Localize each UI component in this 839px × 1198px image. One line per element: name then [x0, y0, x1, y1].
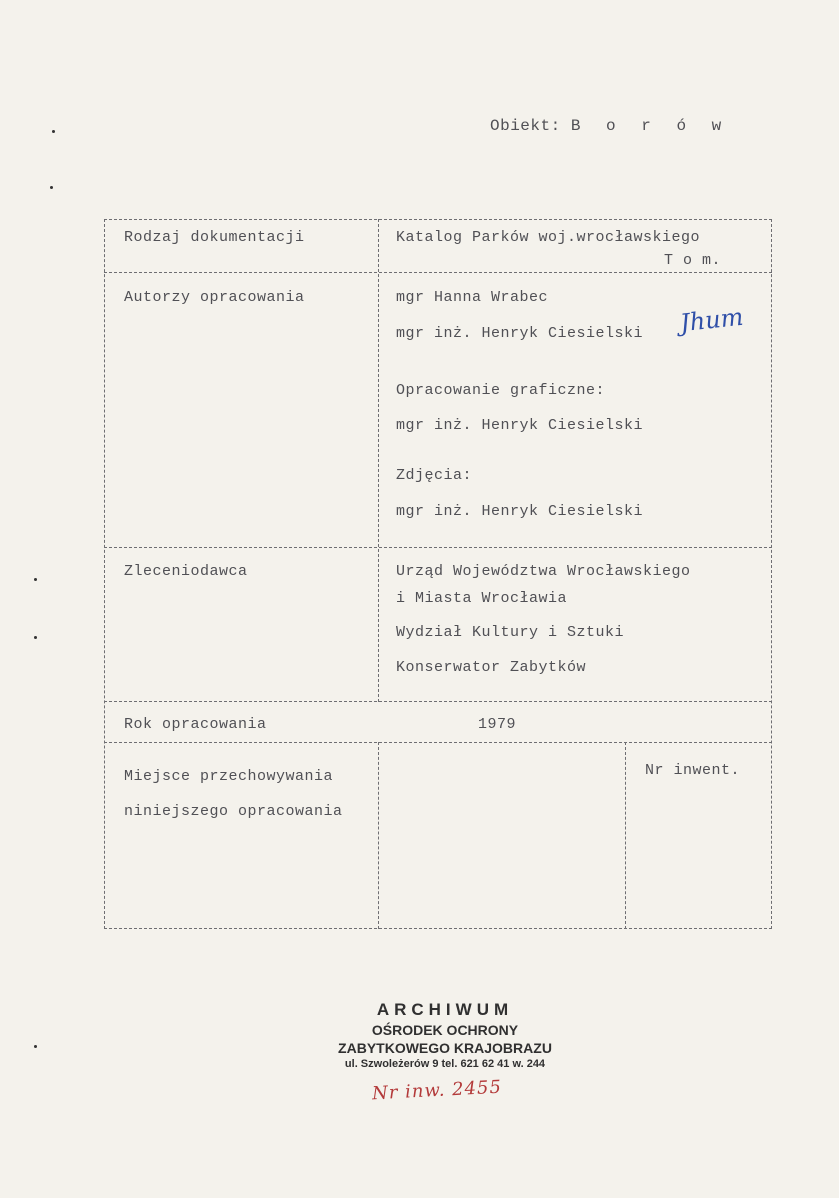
- archive-stamp: [300, 1000, 590, 1070]
- storage-label-line-1: Miejsce przechowywania: [124, 768, 334, 785]
- client-line-3: Wydział Kultury i Sztuki: [396, 624, 625, 641]
- photos-label: Zdjęcia:: [396, 467, 473, 484]
- object-label: Obiekt:: [490, 117, 561, 135]
- paper-speck: [34, 1045, 37, 1048]
- table-column-divider: [378, 219, 379, 702]
- volume-label: T o m.: [664, 252, 722, 269]
- paper-speck: [52, 130, 55, 133]
- object-name: B o r ó w: [570, 117, 730, 135]
- object-heading: [490, 117, 729, 135]
- paper-speck: [50, 186, 53, 189]
- table-divider: [104, 272, 772, 273]
- inventory-number-label: Nr inwent.: [645, 762, 741, 779]
- stamp-line-3: ZABYTKOWEGO KRAJOBRAZU: [338, 1040, 552, 1056]
- handwritten-signature: Jhum: [678, 302, 745, 338]
- photos-author: mgr inż. Henryk Ciesielski: [396, 503, 644, 520]
- paper-speck: [34, 636, 37, 639]
- table-border-bottom: [104, 928, 772, 929]
- stamp-line-1: ARCHIWUM: [376, 1000, 514, 1019]
- stamp-line-2: OŚRODEK OCHRONY: [371, 1022, 519, 1038]
- table-border-left: [104, 219, 105, 929]
- client-line-2: i Miasta Wrocławia: [396, 590, 568, 607]
- table-inventory-divider: [625, 742, 626, 929]
- table-column-divider: [378, 742, 379, 929]
- paper-speck: [34, 578, 37, 581]
- authors-label: Autorzy opracowania: [124, 289, 305, 306]
- table-border-top: [104, 219, 772, 220]
- graphics-author: mgr inż. Henryk Ciesielski: [396, 417, 644, 434]
- documentation-type-value: Katalog Parków woj.wrocławskiego: [396, 229, 701, 246]
- table-divider: [104, 742, 772, 743]
- documentation-type-label: Rodzaj dokumentacji: [124, 229, 305, 246]
- table-border-right: [771, 219, 772, 929]
- stamp-line-4: ul. Szwoleżerów 9 tel. 621 62 41 w. 244: [344, 1058, 546, 1070]
- table-divider: [104, 701, 772, 702]
- client-label: Zleceniodawca: [124, 563, 248, 580]
- handwritten-inventory-number: Nr inw. 2455: [371, 1076, 503, 1105]
- client-line-1: Urząd Województwa Wrocławskiego: [396, 563, 691, 580]
- table-divider: [104, 547, 772, 548]
- year-label: Rok opracowania: [124, 716, 267, 733]
- storage-label-line-2: niniejszego opracowania: [124, 803, 343, 820]
- year-value: 1979: [478, 716, 517, 733]
- author-2: mgr inż. Henryk Ciesielski: [396, 325, 644, 342]
- graphics-label: Opracowanie graficzne:: [396, 382, 606, 399]
- client-line-4: Konserwator Zabytków: [396, 659, 587, 676]
- author-1: mgr Hanna Wrabec: [396, 289, 549, 306]
